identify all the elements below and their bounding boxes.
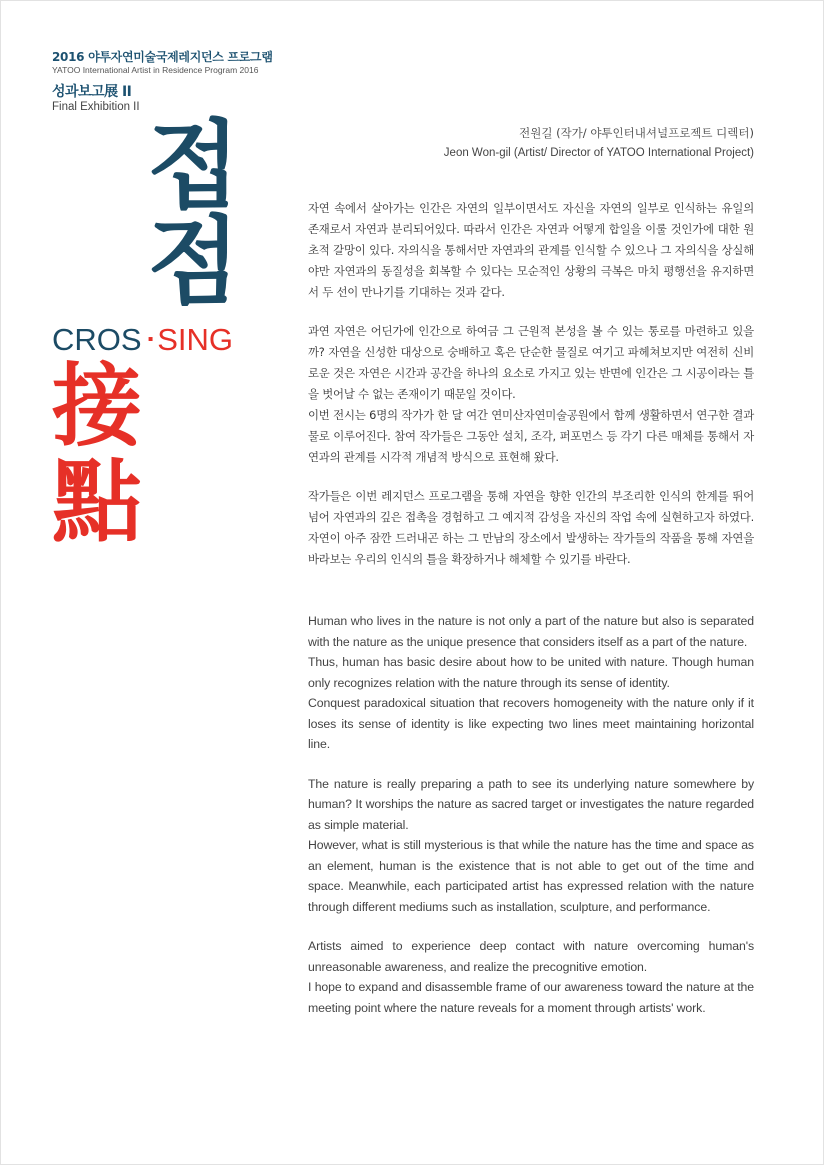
exhibition-title-ko: 성과보고展 II [52,84,132,100]
author-credit [444,123,754,163]
title-glyph-hanja-jeop: 接 [52,354,142,459]
author-name-en: Jeon Won-gil (Artist/ Director of YATOO International Project) [443,147,754,159]
paragraph-text: Human who lives in the nature is not only a part of the nature but also is separated with the nature as the unique presence that considers itself as a part of the nature. [308,614,754,649]
paragraph-text: 자연 속에서 살아가는 인간은 자연의 일부이면서도 자신을 자연의 일부로 인식하는 유일의 존재로서 자연과 분리되어있다. 따라서 인간은 자연과 어떻게 합일을 이룰 것인가에 대한 원초적 갈망이 있다. 자의식을 통해서만 자연과의 관계를 인식할 수 있으나 그 자의식을 상실해야만 자연과의 동질성을 회복할 수 있다는 모순적인 상황의 극복은 마치 평행선을 유지하면서 두 선이 만나기를 기대하는 것과 같다. [308,201,754,299]
title-glyph-jeop: 접 [147,110,240,222]
paragraph-text: I hope to expand and disassemble frame of our awareness toward the nature at the meeting point where the nature reveals for a moment through artists' work. [308,980,754,1015]
paragraph-ko-2 [308,321,754,468]
header [52,50,273,114]
paragraph-en-3 [308,936,754,1018]
paragraph-text: The nature is really preparing a path to see its underlying nature somewhere by human? It worships the nature as sacred target or investigates the nature regarded as simple material. [308,776,754,832]
paragraph-ko-1 [308,198,754,303]
paragraph-text: Artists aimed to experience deep contact with nature overcoming human's unreasonable awareness, and realize the precognitive emotion. [308,939,754,974]
title-glyph-hanja-jeom: 點 [52,450,142,555]
paragraph-text: 과연 자연은 어딘가에 인간으로 하여금 그 근원적 본성을 볼 수 있는 통로를 마련하고 있을까? 자연을 신성한 대상으로 숭배하고 혹은 단순한 물질로 여기고 파헤쳐보지만 여전히 신비로운 것은 자연은 시간과 공간을 하나의 요소로 가지고 있는 반면에 인간은 그 시공이라는 틀을 벗어날 수 없는 존재이기 때문일 것이다. [308,324,754,401]
paragraph-en-2 [308,774,754,918]
crossing-title [52,322,242,358]
essay-korean [308,198,754,588]
paragraph-ko-3 [308,486,754,570]
exhibition-title-en: Final Exhibition II [52,101,140,113]
program-title-ko: 2016 야투자연미술국제레지던스 프로그램 [52,50,273,64]
paragraph-text: Conquest paradoxical situation that recovers homogeneity with the nature only if it loses its sense of identity is like expecting two lines meet maintaining horizontal line. [308,696,754,751]
author-name-ko: 전원길 (작가/ 야투인터내셔널프로젝트 디렉터) [519,126,754,140]
title-glyph-jeom: 점 [147,206,240,318]
paragraph-en-1 [308,611,754,755]
crossing-title-dot: ▪ [147,331,154,348]
crossing-title-part-a: CROS [52,322,142,357]
paragraph-text: 이번 전시는 6명의 작가가 한 달 여간 연미산자연미술공원에서 함께 생활하면서 연구한 결과물로 이루어진다. 참여 작가들은 그동안 설치, 조각, 퍼포먼스 등 각기 다른 매체를 통해서 자연과의 관계를 시각적 개념적 방식으로 표현해 왔다. [308,408,754,464]
crossing-title-part-b: SING [157,322,234,357]
paragraph-text: 작가들은 이번 레지던스 프로그램을 통해 자연을 향한 인간의 부조리한 인식의 한계를 뛰어넘어 자연과의 깊은 접촉을 경험하고 그 예지적 감성을 자신의 작업 속에 실현하고자 하였다. 자연이 아주 잠깐 드러내곤 하는 그 만남의 장소에서 발생하는 작가들의 작품을 통해 자연을 바라보는 우리의 인식의 틀을 확장하거나 해체할 수 있기를 바란다. [308,489,754,566]
essay-english [308,611,754,1037]
program-title-en: YATOO International Artist in Residence Program 2016 [52,65,259,75]
paragraph-text: Thus, human has basic desire about how to be united with nature. Though human only recognizes relation with the nature through its sense of identity. [308,655,754,690]
paragraph-text: However, what is still mysterious is that while the nature has the time and space as an element, human is the existence that is not able to get out of the time and space. Meanwhile, each participated artist has expressed relation with the nature through different mediums such as installation, sculpture, and performance. [308,838,754,914]
